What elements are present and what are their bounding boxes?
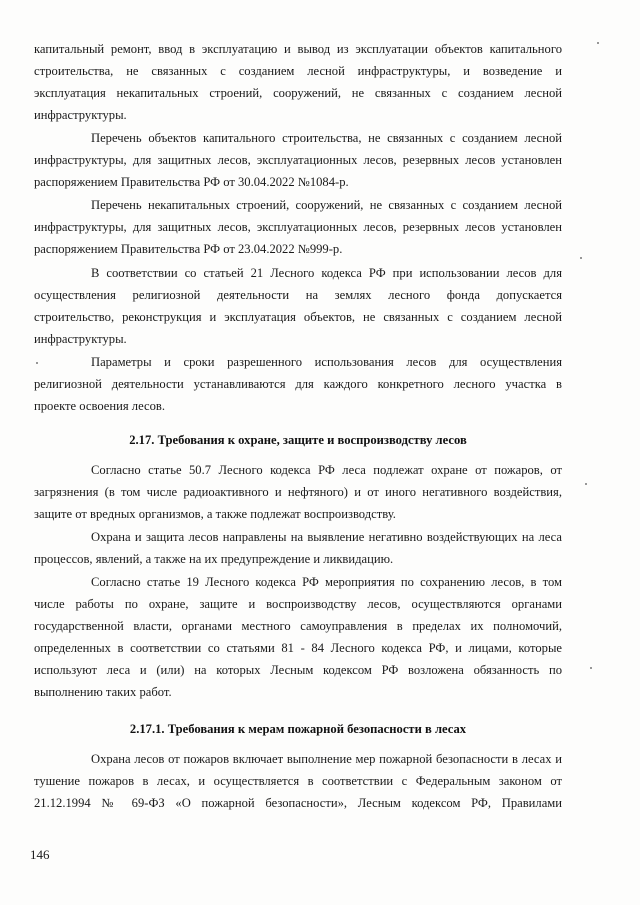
text-line: капитальный ремонт, ввод в эксплуатацию и вывод из эксплуатации объектов капитального (34, 42, 562, 56)
scan-speck (36, 362, 38, 364)
subsection-heading: 2.17.1. Требования к мерам пожарной безопасности в лесах (129, 722, 467, 736)
text-line: Согласно статье 50.7 Лесного кодекса РФ леса подлежат охране от пожаров, от (91, 463, 562, 477)
text-line: распоряжением Правительства РФ от 23.04.2022 №999-р. (34, 242, 343, 256)
text-line: инфраструктуры. (34, 108, 127, 122)
scan-speck (597, 42, 599, 44)
text-line: инфраструктуры, для защитных лесов, эксплуатационных лесов, резервных лесов установлен (34, 220, 562, 234)
text-line: строительство, реконструкция и эксплуатация объектов, не связанных с созданием лесной (34, 310, 562, 324)
text-line: определенных в соответствии со статьями 81 - 84 Лесного кодекса РФ, и лицами, которые (34, 641, 562, 655)
text-line: государственной власти, органами местного самоуправления в пределах их полномочий, (34, 619, 562, 633)
scan-speck (590, 667, 592, 669)
text-line: 21.12.1994 № 69-ФЗ «О пожарной безопасности», Лесным кодексом РФ, Правилами (34, 796, 562, 810)
text-line: строительства, не связанных с созданием лесной инфраструктуры, и возведение и (34, 64, 562, 78)
text-line: выполнению таких работ. (34, 685, 172, 699)
text-line: осуществления религиозной деятельности на землях лесного фонда допускается (34, 288, 562, 302)
text-line: В соответствии со статьей 21 Лесного кодекса РФ при использовании лесов для (91, 266, 562, 280)
text-line: используют леса и (или) на которых Лесным кодексом РФ возложена обязанность по (34, 663, 562, 677)
text-line: тушение пожаров в лесах, и осуществляется в соответствии с Федеральным законом от (34, 774, 562, 788)
scan-speck (585, 483, 587, 485)
text-line: загрязнения (в том числе радиоактивного и нефтяного) и от иного негативного воздействия, (34, 485, 562, 499)
text-line: Перечень некапитальных строений, сооружений, не связанных с созданием лесной (91, 198, 562, 212)
text-line: эксплуатация некапитальных строений, сооружений, не связанных с созданием лесной (34, 86, 562, 100)
text-line: инфраструктуры. (34, 332, 127, 346)
scan-speck (580, 257, 582, 259)
text-line: Охрана и защита лесов направлены на выявление негативно воздействующих на леса (91, 530, 562, 544)
text-line: числе работы по охране, защите и воспроизводству лесов, осуществляются органами (34, 597, 562, 611)
text-line: инфраструктуры, для защитных лесов, эксплуатационных лесов, резервных лесов установлен (34, 153, 562, 167)
text-line: Согласно статье 19 Лесного кодекса РФ мероприятия по сохранению лесов, в том (91, 575, 562, 589)
page-number: 146 (30, 847, 50, 862)
text-line: проекте освоения лесов. (34, 399, 165, 413)
text-line: Охрана лесов от пожаров включает выполнение мер пожарной безопасности в лесах и (91, 752, 562, 766)
text-line: Перечень объектов капитального строительства, не связанных с созданием лесной (91, 131, 562, 145)
text-line: защите от вредных организмов, а также подлежат воспроизводству. (34, 507, 396, 521)
text-line: процессов, явлений, а также на их предупреждение и ликвидацию. (34, 552, 394, 566)
section-heading: 2.17. Требования к охране, защите и воспроизводству лесов (129, 433, 467, 447)
text-line: Параметры и сроки разрешенного использования лесов для осуществления (91, 355, 562, 369)
text-line: распоряжением Правительства РФ от 30.04.2022 №1084-р. (34, 175, 349, 189)
text-line: религиозной деятельности устанавливаются для каждого конкретного лесного участка в (34, 377, 562, 391)
